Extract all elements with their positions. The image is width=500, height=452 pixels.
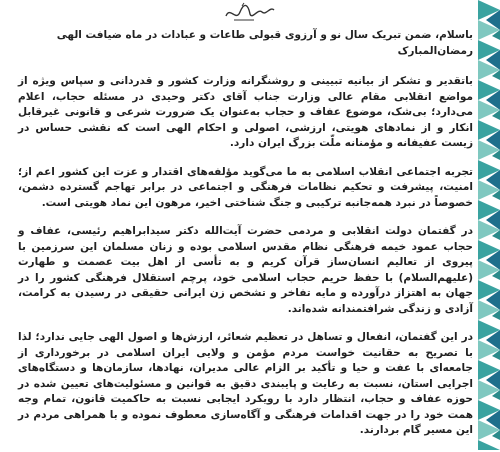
signature-mark (220, 0, 280, 26)
paragraph-4: در این گفتمان، انفعال و تساهل در تعظیم شعائر، ارزش‌ها و اصول الهی جایی ندارد؛ لذا با تصریح به حقانیت خواست مردم مؤمن و ولایی ایران اسلامی در برخورداری از جامعه‌ای با عفت و حیا و تأکید بر الزام عالی مدیران، نهادها، سازمان‌ها و دستگاه‌های اجرایی استان، نسبت به رعایت و پایبندی دقیق به قوانین و مسئولیت‌های تعیین شده در حوزه عفاف و حجاب، انتظار دارد با رویکرد ایجابی نسبت به حاکمیت قانون، تمام وجه همت خود را در جهت اقدامات فرهنگی و آگاه‌سازی معطوف نموده و با همراهی مردم در این مسیر گام بردارند. (18, 331, 473, 436)
paragraph-1: باتقدیر و تشکر از بیانیه تبیینی و روشنگرانه وزارت کشور و قدردانی و سپاس ویژه از مواضع انقلابی مقام عالی وزارت جناب آقای دکتر وحیدی در مسئله حجاب، اعلام می‌دارد؛ بی‌شک، موضوع عفاف و حجاب به‌عنوان یک ضرورت شرعی و قانونی غیرقابل انکار و از نمادهای هویتی، ارزشی، اصولی و احکام الهی است که نقشی حساس در زیست عفیفانه و مؤمنانه ملّت بزرگ ایران دارد. (18, 75, 473, 149)
signature (0, 0, 500, 28)
paragraph-2: تجربه اجتماعی انقلاب اسلامی به ما می‌گوید مؤلفه‌های اقتدار و عزت این کشور اعم از؛ امنیت، پیشرفت و تحکیم نظامات فرهنگی و اجتماعی در برابر تهاجم گسترده دشمن، خصوصاً در نبرد همه‌جانبه ترکیبی و جنگ شناختی اخیر، مرهون این نماد هویتی است. (18, 165, 473, 209)
decorative-border (478, 0, 500, 450)
greeting-line-ramadan: رمضان‌المبارک (397, 44, 473, 57)
paragraph-3: در گفتمان دولت انقلابی و مردمی حضرت آیت‌الله دکتر سیدابراهیم رئیسی، عفاف و حجاب عمود خیمه فرهنگی نظام مقدس اسلامی بوده و زنان مسلمان این سرزمین با پیروی از تعالیم انسان‌ساز قرآن کریم و به تأسی از اهل بیت عصمت و طهارت (علیهم‌السلام) با حفظ حریم حجاب اسلامی خود، پرچم استقلال فرهنگی کشور را در جهان به اهتزاز درآورده و مایه تفاخر و تشخص زن ایرانی حقیقی در رسیدن به کرامت، آزادی و زندگی شرافتمندانه شده‌اند. (18, 225, 473, 315)
document-body (18, 28, 473, 452)
greeting (18, 28, 473, 59)
border-pattern-icon (478, 0, 500, 450)
greeting-line: باسلام، ضمن تبریک سال نو و آرزوی قبولی طاعات و عبادات در ماه ضیافت الهی (56, 29, 473, 41)
